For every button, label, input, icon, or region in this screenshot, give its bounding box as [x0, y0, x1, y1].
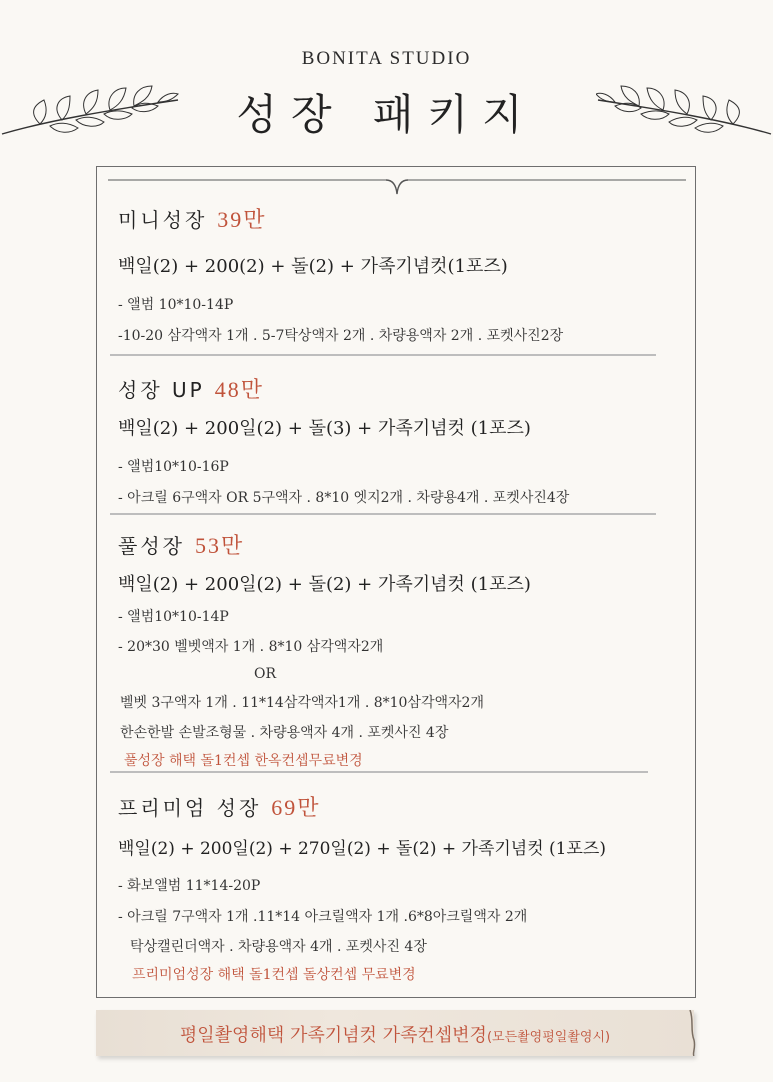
package-title — [118, 203, 563, 234]
weekday-benefit-banner — [96, 1010, 694, 1056]
package-name: 프리미엄 성장 — [118, 796, 262, 820]
left-branch-ornament-icon — [0, 70, 180, 140]
package-full — [118, 529, 531, 770]
package-title — [118, 529, 531, 560]
banner-curl-icon — [688, 1010, 696, 1056]
package-name: 풀성장 — [118, 534, 185, 558]
package-combo: 백일(2) + 200일(2) + 돌(2) + 가족기념컷 (1포즈) — [118, 574, 531, 595]
package-price: 48만 — [214, 377, 264, 402]
top-notch-divider — [108, 170, 686, 200]
section-divider — [110, 771, 648, 773]
package-price: 39만 — [217, 207, 267, 232]
right-branch-ornament-icon — [596, 70, 773, 140]
package-item: - 앨범 10*10-14P — [118, 297, 234, 313]
studio-brand: BONITA STUDIO — [301, 48, 472, 69]
package-item: 한손한발 손발조형물 . 차량용액자 4개 . 포켓사진 4장 — [120, 725, 449, 741]
package-item-or: OR — [254, 666, 277, 682]
section-divider — [110, 354, 656, 356]
package-item: - 아크릴 6구액자 OR 5구액자 . 8*10 엣지2개 . 차량용4개 . 포켓사진4장 — [118, 490, 570, 506]
package-price: 53만 — [194, 533, 245, 558]
package-name: 성장 UP — [118, 378, 205, 402]
package-combo: 백일(2) + 200(2) + 돌(2) + 가족기념컷(1포즈) — [118, 256, 508, 277]
package-combo: 백일(2) + 200일(2) + 돌(3) + 가족기념컷 (1포즈) — [118, 418, 531, 439]
package-item: 벨벳 3구액자 1개 . 11*14삼각액자1개 . 8*10삼각액자2개 — [120, 695, 484, 711]
package-name: 미니성장 — [118, 208, 208, 232]
package-benefit: 프리미엄성장 해택 돌1컨셉 돌상컨셉 무료변경 — [132, 967, 416, 983]
package-item: - 화보앨범 11*14-20P — [118, 878, 261, 894]
package-premium — [118, 791, 606, 984]
package-title — [118, 791, 606, 822]
package-up — [118, 373, 569, 507]
section-divider — [110, 513, 656, 515]
package-benefit: 풀성장 해택 돌1컨셉 한옥컨셉무료변경 — [124, 753, 363, 769]
package-price: 69만 — [271, 795, 321, 820]
banner-note-text: (모든촬영평일촬영시) — [486, 1030, 611, 1045]
package-mini — [118, 203, 563, 345]
package-item: - 아크릴 7구액자 1개 .11*14 아크릴액자 1개 .6*8아크릴액자 2개 — [118, 909, 528, 925]
page-title: 성장 패키지 — [236, 90, 537, 139]
package-item: 탁상캘린더액자 . 차량용액자 4개 . 포켓사진 4장 — [130, 939, 427, 955]
package-item: - 앨범10*10-14P — [118, 609, 229, 625]
package-item: - 앨범10*10-16P — [118, 459, 229, 475]
banner-main-text: 평일촬영해택 가족기념컷 가족컨셉변경 — [179, 1025, 487, 1046]
package-item: - 20*30 벨벳액자 1개 . 8*10 삼각액자2개 — [118, 639, 384, 655]
package-combo: 백일(2) + 200일(2) + 270일(2) + 돌(2) + 가족기념컷 (1포즈) — [118, 839, 606, 859]
package-item: -10-20 삼각액자 1개 . 5-7탁상액자 2개 . 차량용액자 2개 . 포켓사진2장 — [118, 328, 564, 344]
banner-text — [96, 1021, 694, 1047]
package-title — [118, 373, 569, 404]
